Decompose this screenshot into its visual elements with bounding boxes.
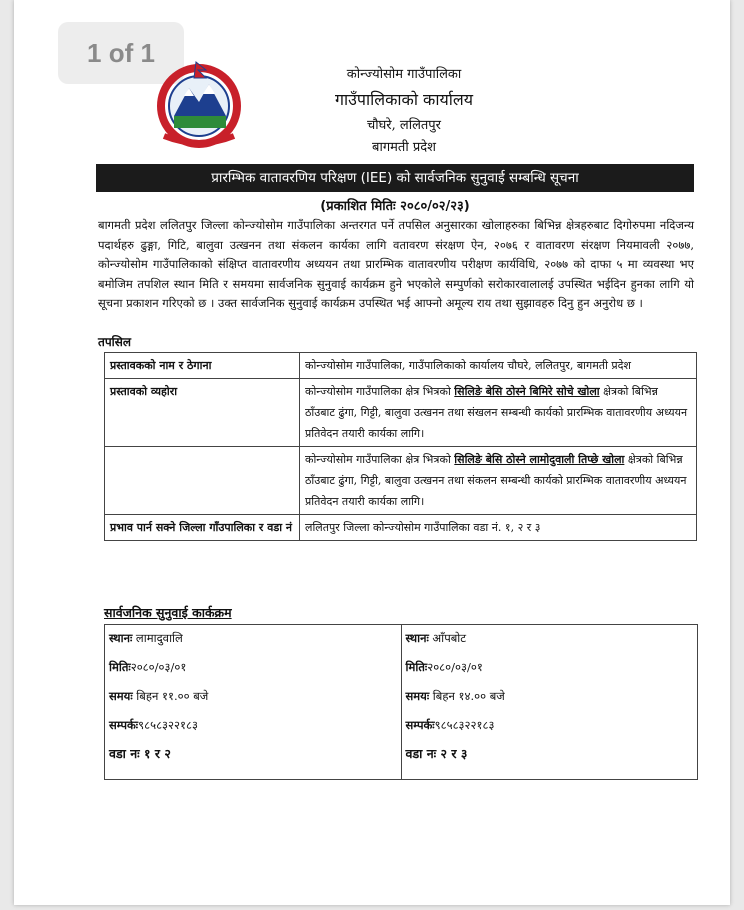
left-ward: वडा नः १ र २ (109, 746, 171, 761)
notice-title-banner: प्रारम्भिक वातावरणिय परिक्षण (IEE) को सार्वजनिक सुनुवाई सम्बन्धि सूचना (96, 164, 694, 192)
table-row (105, 353, 697, 379)
hearing-schedule-heading: सार्वजनिक सुनुवाई कार्कक्रम (104, 605, 232, 620)
empty-cell (105, 447, 300, 515)
left-contact: सम्पर्कः९८५८३२२१८३ (109, 718, 198, 732)
page-indicator: 1 of 1 (58, 22, 184, 84)
government-emblem-icon (144, 58, 254, 148)
proposal-1-suffix: क्षेत्रको बिभिन्न ठाँउबाट ढुंगा, गिट्टी, बालुवा उत्खनन तथा संखलन सम्बन्धी कार्यको प्रारम्भिक वातावरणीय अध्ययन प्रतिवेदन तयारी कार्यका लागि। (305, 385, 688, 440)
proposal-item-2 (300, 447, 697, 515)
details-heading: तपसिल (98, 335, 132, 349)
proposal-2-river: सिलिङे बेसि ठोस्ने लामोदुवाली तिप्छे खोला (454, 453, 625, 466)
left-place: स्थानः लामादुवालि (109, 631, 183, 645)
hearing-right-cell (401, 625, 698, 780)
affected-area-label: प्रभाव पार्न सक्ने जिल्ला गाँउपालिका र वडा नं (105, 515, 300, 541)
right-time: समयः बिहन १४.०० बजे (405, 689, 505, 703)
affected-area-value: ललितपुर जिल्ला कोन्ज्योसोम गाउँपालिका वडा नं. १, २ र ३ (300, 515, 697, 541)
proposal-2-suffix: क्षेत्रको बिभिन्न ठाँउबाट ढुंगा, गिट्टी, बालुवा उत्खनन तथा संकलन सम्बन्धी कार्यको प्रारम्भिक वातावरणीय अध्ययन प्रतिवेदन तयारी कार्यका लागि। (305, 453, 687, 508)
proposal-item-1 (300, 379, 697, 447)
document-page (14, 0, 730, 905)
table-row (105, 625, 698, 780)
proposer-value: कोन्ज्योसोम गाउँपालिका, गाउँपालिकाको कार्यालय चौघरे, ललितपुर, बागमती प्रदेश (300, 353, 697, 379)
proposer-label: प्रस्तावकको नाम र ठेगाना (105, 353, 300, 379)
table-row (105, 515, 697, 541)
published-date: (प्रकाशित मितिः २०८०/०२/२३) (320, 199, 470, 214)
proposal-1-river: सिलिङे बेसि ठोस्ने बिमिरे सोचे खोला (454, 385, 600, 398)
proposal-2-prefix: कोन्ज्योसोम गाउँपालिका क्षेत्र भित्रको (305, 453, 455, 466)
table-row (105, 379, 697, 447)
hearing-schedule-table (104, 624, 698, 780)
proposal-label: प्रस्तावको व्यहोरा (105, 379, 300, 447)
office-location: चौघरे, ललितपुर (367, 118, 441, 133)
hearing-left-cell (105, 625, 402, 780)
notice-paragraph: बागमती प्रदेश ललितपुर जिल्ला कोन्ज्योसोम गाउँपालिका अन्तरगत पर्ने तपसिल अनुसारका खोलाहरुका बिभिन्न क्षेत्रहरुबाट दिगोरुपमा नदिजन्य पदार्थहरु ढुङ्गा, गिटि, बालुवा उत्खनन तथा संकलन कार्यका लागि वतावरण संरक्षण ऐन, २०७६ र वातावरण संरक्षण नियमावली २०७७, कोन्ज्योसोम गाउँपालिकाको संक्षिप्त वातावरणीय अध्ययन तथा प्रारम्भिक वातावरणीय परीक्षण कार्यविधि, २०७७ को दाफा ५ मा व्यवस्था भए बमोजिम तपशिल स्थान मिति र समयमा सार्वजनिक सुनुवाई कार्यक्रम हुने भएकोले सम्पुर्णको सरोकारवालालई उपस्थित भईदिन हुनका लागि यो सूचना प्रकाशन गरिएको छ । उक्त सार्वजनिक सुनुवाई कार्यक्रम उपस्थित भई आफ्नो अमूल्य राय तथा सुझावहरु दिनु हुन अनुरोध छ । (98, 218, 694, 310)
right-date: मितिः२०८०/०३/०१ (405, 660, 483, 674)
table-row (105, 447, 697, 515)
municipality-name: कोन्ज्योसोम गाउँपालिका (346, 67, 462, 82)
right-contact: सम्पर्कः९८५८३२२१८३ (405, 718, 495, 732)
right-ward: वडा नः २ र ३ (405, 746, 468, 761)
proposal-1-prefix: कोन्ज्योसोम गाउँपालिका क्षेत्र भित्रको (305, 385, 455, 398)
office-name: गाउँपालिकाको कार्यालय (334, 90, 474, 109)
left-time: समयः बिहन ११.०० बजे (109, 689, 209, 703)
left-date: मितिः२०८०/०३/०१ (109, 660, 187, 674)
details-table (104, 352, 697, 541)
right-place: स्थानः आँपबोट (405, 631, 467, 645)
province-name: बागमती प्रदेश (372, 140, 436, 155)
